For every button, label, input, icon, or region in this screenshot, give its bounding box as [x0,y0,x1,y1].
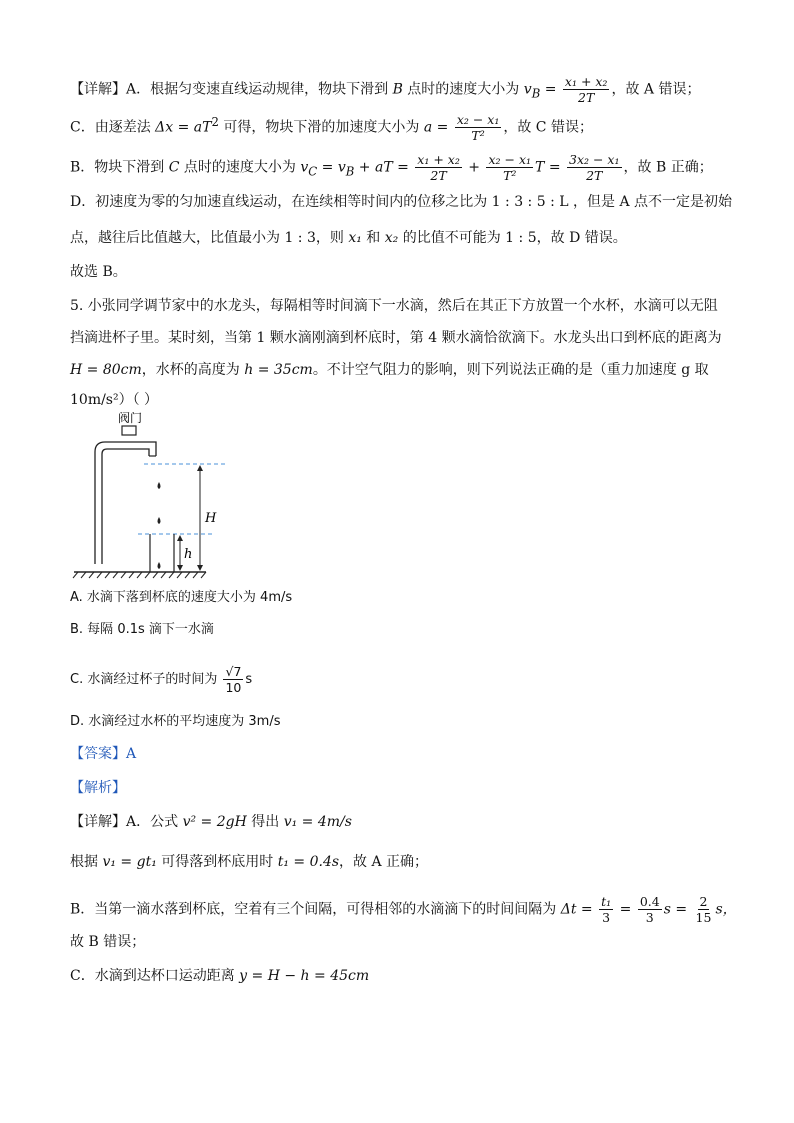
question-line-2: 挡滴进杯子里。某时刻，当第 1 颗水滴刚滴到杯底时，第 4 颗水滴恰欲滴下。水龙头出口到杯底的距离为 [70,330,722,346]
valve-icon [122,426,136,435]
text: 的比值不可能为 1 : 5，故 D 错误。 [398,230,627,246]
point-label: C [168,159,180,176]
detail-line-B1 [70,152,713,183]
option-A: A. 水滴下落到杯底的速度大小为 4m/s [70,590,293,605]
text: ，故 A 正确； [339,854,429,870]
denominator: 2T [578,90,595,105]
text: ，故 A 错误； [611,81,701,98]
arrow-head [197,565,203,571]
text: 【详解】A．根据匀变速直线运动规律，物块下滑到 [70,81,393,98]
fraction [563,74,610,105]
detail-A1 [70,812,352,832]
var-x1: x₁ [348,230,362,246]
numerator: x₂ − x₁ [488,152,532,167]
denominator: 3 [602,910,611,925]
text: 和 [361,230,385,246]
text: 点时的速度大小为 [179,159,301,176]
denominator: 3 [645,910,654,925]
denominator: T² [503,168,517,183]
detail-line-D2 [70,228,627,248]
formula: s = [663,901,692,918]
formula: H = 80cm [70,362,142,378]
formula: = v [317,159,346,176]
detail-C1 [70,966,369,986]
plus: + [463,159,485,176]
formula: v² = 2gH [182,814,247,830]
numerator: √7 [225,664,242,679]
H-label: H [205,511,217,526]
numerator: x₂ − x₁ [456,112,500,128]
pipe-outer [95,442,156,564]
fraction [486,152,533,183]
numerator: 3x₂ − x₁ [569,152,620,167]
ground-hatch [73,572,206,578]
fraction [694,894,714,925]
question-line-3 [70,360,709,380]
text: ，故 C 错误； [503,119,593,136]
conclusion: 故选 B。 [70,264,127,280]
water-drop [158,482,161,489]
numerator: x₁ + x₂ [564,74,608,89]
equals: = [540,81,561,98]
fraction [223,664,243,695]
faucet-diagram-svg [70,412,240,582]
denominator: 15 [695,910,712,925]
formula: Δx = aT [155,119,212,136]
formula: v [300,159,309,176]
equals: = [615,901,636,918]
formula: v₁ = 4m/s [283,814,352,830]
text: s [245,672,253,687]
numerator: 2 [699,894,708,909]
formula: Δt = [560,901,598,918]
formula: t₁ = 0.4s [277,854,340,870]
arrow-head [177,535,183,541]
fraction [638,894,662,925]
water-drop [158,562,161,569]
formula: T = [535,159,565,176]
denominator: 2T [430,168,447,183]
analysis-label: 【解析】 [70,780,126,796]
formula: h = 35cm [244,362,313,378]
formula: a = [423,119,453,136]
detail-line-D1: D．初速度为零的匀加速直线运动，在连续相等时间内的位移之比为 1 : 3 : 5 : L ，但是 A 点不一定是初始 [70,194,733,210]
numerator: 0.4 [639,894,660,909]
text: B．物块下滑到 [70,159,169,176]
detail-B1 [70,894,737,925]
text: C. 水滴经过杯子的时间为 [70,672,222,687]
text: 根据 [70,854,103,870]
formula: v₁ = gt₁ [102,854,157,870]
text: C．水滴到达杯口运动距离 [70,968,240,984]
detail-line-C1 [70,112,593,143]
superscript: 2 [211,115,219,129]
denominator: T² [471,128,485,144]
formula: y = H − h = 45cm [239,968,370,984]
var-v: v [523,81,532,98]
text: 【详解】A．公式 [70,814,183,830]
fraction [415,152,462,183]
fraction [455,112,502,143]
pipe-inner [102,449,149,564]
var-x2: x₂ [384,230,399,246]
fraction [599,894,613,925]
text: 得出 [246,814,284,830]
text: C．由逐差法 [70,119,156,136]
arrow-head [197,465,203,471]
question-line-1: 5. 小张同学调节家中的水龙头，每隔相等时间滴下一水滴，然后在其正下方放置一个水杯，水滴可以无阻 [70,298,718,314]
text: 点时的速度大小为 [402,81,524,98]
numerator: t₁ [601,894,612,909]
text: ，水杯的高度为 [141,362,245,378]
answer-label: 【答案】A [70,746,137,762]
detail-line-A1 [70,74,700,105]
subscript: B [345,164,355,179]
subscript: B [531,86,541,101]
option-C [70,664,252,695]
detail-A2 [70,852,428,872]
faucet-diagram [70,412,240,582]
text: ，故 B 正确； [623,159,713,176]
h-label: h [184,547,193,562]
text: 可得落到杯底用时 [156,854,278,870]
text: s， [715,901,737,918]
detail-B2: 故 B 错误； [70,934,146,950]
question-line-4: 10m/s²）（ ） [70,392,159,408]
denominator: 10 [225,680,242,695]
valve-label: 阀门 [118,412,143,425]
numerator: x₁ + x₂ [417,152,460,167]
point-label: B [392,81,403,98]
option-B: B. 每隔 0.1s 滴下一水滴 [70,622,214,637]
subscript: C [308,164,318,179]
option-D: D. 水滴经过水杯的平均速度为 3m/s [70,714,281,729]
fraction [567,152,622,183]
text: 可得，物块下滑的加速度大小为 [218,119,424,136]
denominator: 2T [586,168,603,183]
text: 。不计空气阻力的影响，则下列说法正确的是（重力加速度 g 取 [312,362,709,378]
water-drop [158,517,161,524]
text: B．当第一滴水落到杯底，空着有三个间隔，可得相邻的水滴滴下的时间间隔为 [70,901,561,918]
formula: + aT = [354,159,414,176]
text: 点，越往后比值越大，比值最小为 1 : 3，则 [70,230,349,246]
arrow-head [177,565,183,571]
